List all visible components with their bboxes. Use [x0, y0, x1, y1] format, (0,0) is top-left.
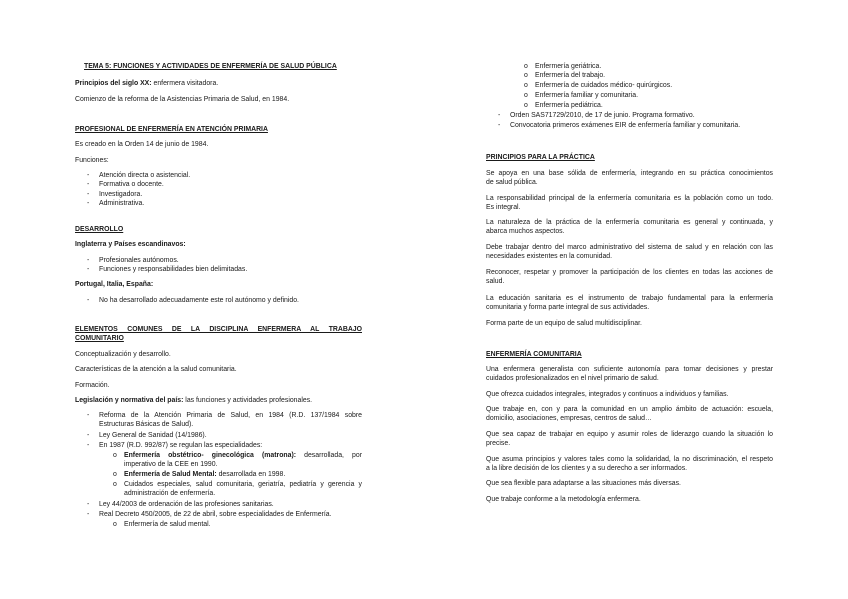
circle-bullet-icon: o — [524, 72, 528, 79]
list-item: - En 1987 (R.D. 992/87) se regulan las especialidades: — [87, 442, 263, 449]
dash-bullet-icon: - — [87, 172, 90, 179]
list-item-cont: imperativo de la CEE en 1990. — [124, 461, 218, 468]
paragraph: Que asuma principios y valores tales como la solidaridad, la no discriminación, el respeto — [486, 456, 773, 463]
section-heading-cont: COMUNITARIO — [75, 335, 124, 342]
list-item: o Enfermería geriátrica. — [524, 63, 602, 70]
list-item: - Ley 44/2003 de ordenación de las profesiones sanitarias. — [87, 501, 274, 508]
paragraph: Una enfermera generalista con suficiente autonomía para tomar decisiones y prestar — [486, 366, 773, 373]
list-item: o Enfermería del trabajo. — [524, 72, 606, 79]
paragraph-cont: Es integral. — [486, 204, 521, 211]
list-item: - Funciones y responsabilidades bien delimitadas. — [87, 266, 248, 273]
paragraph: La naturaleza de la práctica de la enfermería comunitaria es general y continuada, y — [486, 219, 773, 226]
list-item: - Formativa o docente. — [87, 181, 164, 188]
dash-bullet-icon: - — [87, 501, 90, 508]
paragraph-cont: cuidados profesionalizados en el nivel primario de salud. — [486, 375, 659, 382]
paragraph: Legislación y normativa del país: las funciones y actividades profesionales. — [75, 397, 313, 404]
dash-bullet-icon: - — [87, 442, 90, 449]
circle-bullet-icon: o — [524, 82, 528, 89]
list-item: - Administrativa. — [87, 200, 145, 207]
paragraph-cont: domicilio, asociaciones, empresas, centros de salud… — [486, 415, 652, 422]
paragraph: Que trabaje en, con y para la comunidad en un amplio ámbito de actuación: escuela, — [486, 406, 773, 413]
dash-bullet-icon: - — [87, 257, 90, 264]
section-heading: ELEMENTOS COMUNES DE LA DISCIPLINA ENFERMERA AL TRABAJO — [75, 326, 362, 333]
paragraph: Forma parte de un equipo de salud multidisciplinar. — [486, 320, 642, 327]
list-item: o Enfermería de salud mental. — [113, 521, 211, 528]
circle-bullet-icon: o — [113, 452, 117, 459]
dash-bullet-icon: - — [87, 200, 90, 207]
dash-bullet-icon: - — [87, 181, 90, 188]
paragraph: Que sea flexible para adaptarse a las situaciones más diversas. — [486, 480, 681, 487]
paragraph: Que trabaje conforme a la metodología enfermera. — [486, 496, 641, 503]
paragraph: Principios del siglo XX: enfermera visitadora. — [75, 80, 219, 87]
list-item: o Enfermería familiar y comunitaria. — [524, 92, 639, 99]
circle-bullet-icon: o — [524, 102, 528, 109]
paragraph: La responsabilidad principal de la enfermería comunitaria es la población como un todo. — [486, 195, 773, 202]
paragraph-cont: salud. — [486, 278, 505, 285]
list-item: Enfermería obstétrico- ginecológica (matrona): desarrollada, por — [124, 452, 363, 459]
circle-bullet-icon: o — [113, 471, 117, 478]
list-item: - Profesionales autónomos. — [87, 257, 179, 264]
paragraph: Conceptualización y desarrollo. — [75, 351, 171, 358]
circle-bullet-icon: o — [524, 63, 528, 70]
paragraph: Se apoya en una base sólida de enfermería, integrando en su práctica conocimientos — [486, 170, 773, 177]
paragraph: Que sea capaz de trabajar en equipo y asumir roles de liderazgo cuando la situación lo — [486, 431, 773, 438]
list-item: Cuidados especiales, salud comunitaria, geriatría, pediatría y gerencia y — [124, 481, 362, 488]
list-item-cont: Estructuras Básicas de Salud). — [99, 421, 194, 428]
paragraph-cont: de salud pública. — [486, 179, 538, 186]
paragraph: Es creado en la Orden 14 de junio de 1984. — [75, 141, 209, 148]
list-item: - Real Decreto 450/2005, de 22 de abril, sobre especialidades de Enfermería. — [87, 511, 332, 518]
list-item: - Investigadora. — [87, 191, 143, 198]
paragraph: Que ofrezca cuidados integrales, integrados y continuos a individuos y familias. — [486, 391, 729, 398]
section-heading: DESARROLLO — [75, 226, 124, 233]
list-item: Reforma de la Atención Primaria de Salud, en 1984 (R.D. 137/1984 sobre — [99, 412, 362, 419]
list-item: - Ley General de Sanidad (14/1986). — [87, 432, 207, 439]
section-heading: ENFERMERÍA COMUNITARIA — [486, 351, 582, 358]
paragraph: Características de la atención a la salud comunitaria. — [75, 366, 237, 373]
subheading: Inglaterra y Países escandinavos: — [75, 241, 186, 248]
paragraph-cont: abarca muchos aspectos. — [486, 228, 565, 235]
paragraph-cont: necesidades existentes en la comunidad. — [486, 253, 613, 260]
list-item: o Enfermería pediátrica. — [524, 102, 603, 109]
list-item: - Orden SAS71729/2010, de 17 de junio. Programa formativo. — [498, 112, 695, 119]
dash-bullet-icon: - — [498, 122, 501, 129]
dash-bullet-icon: - — [87, 432, 90, 439]
subheading: Portugal, Italia, España: — [75, 281, 154, 288]
dash-bullet-icon: - — [498, 112, 501, 119]
list-item: - Atención directa o asistencial. — [87, 172, 191, 179]
paragraph: La educación sanitaria es el instrumento de trabajo fundamental para la enfermería — [486, 295, 773, 302]
paragraph: Funciones: — [75, 157, 109, 164]
list-item: o Enfermería de cuidados médico- quirúrgicos. — [524, 82, 673, 89]
paragraph: Formación. — [75, 382, 110, 389]
dash-bullet-icon: - — [87, 412, 90, 419]
section-heading: PROFESIONAL DE ENFERMERÍA EN ATENCIÓN PRIMARIA — [75, 126, 268, 133]
dash-bullet-icon: - — [87, 191, 90, 198]
circle-bullet-icon: o — [113, 521, 117, 528]
paragraph-cont: comunitaria y forma parte integral de sus actividades. — [486, 304, 650, 311]
paragraph: Debe trabajar dentro del marco administrativo del sistema de salud y en relación con las — [486, 244, 773, 251]
circle-bullet-icon: o — [524, 92, 528, 99]
dash-bullet-icon: - — [87, 266, 90, 273]
list-item: Enfermería de Salud Mental: desarrollada en 1998. — [124, 471, 286, 478]
list-item: - Convocatoria primeros exámenes EIR de enfermería familiar y comunitaria. — [498, 122, 741, 129]
paragraph-cont: a la libre decisión de los clientes y a su derecho a ser informados. — [486, 465, 688, 472]
paragraph: Comienzo de la reforma de la Asistencias Primaria de Salud, en 1984. — [75, 96, 290, 103]
circle-bullet-icon: o — [113, 481, 117, 488]
section-heading: PRINCIPIOS PARA LA PRÁCTICA — [486, 154, 595, 161]
list-item: - No ha desarrollado adecuadamente este rol autónomo y definido. — [87, 297, 299, 304]
dash-bullet-icon: - — [87, 297, 90, 304]
document-title: TEMA 5: FUNCIONES Y ACTIVIDADES DE ENFERMERÍA DE SALUD PÚBLICA — [84, 63, 337, 70]
list-item-cont: administración de enfermería. — [124, 490, 216, 497]
dash-bullet-icon: - — [87, 511, 90, 518]
paragraph: Reconocer, respetar y promover la participación de los clientes en todas las acciones de — [486, 269, 773, 276]
paragraph-cont: precise. — [486, 440, 511, 447]
